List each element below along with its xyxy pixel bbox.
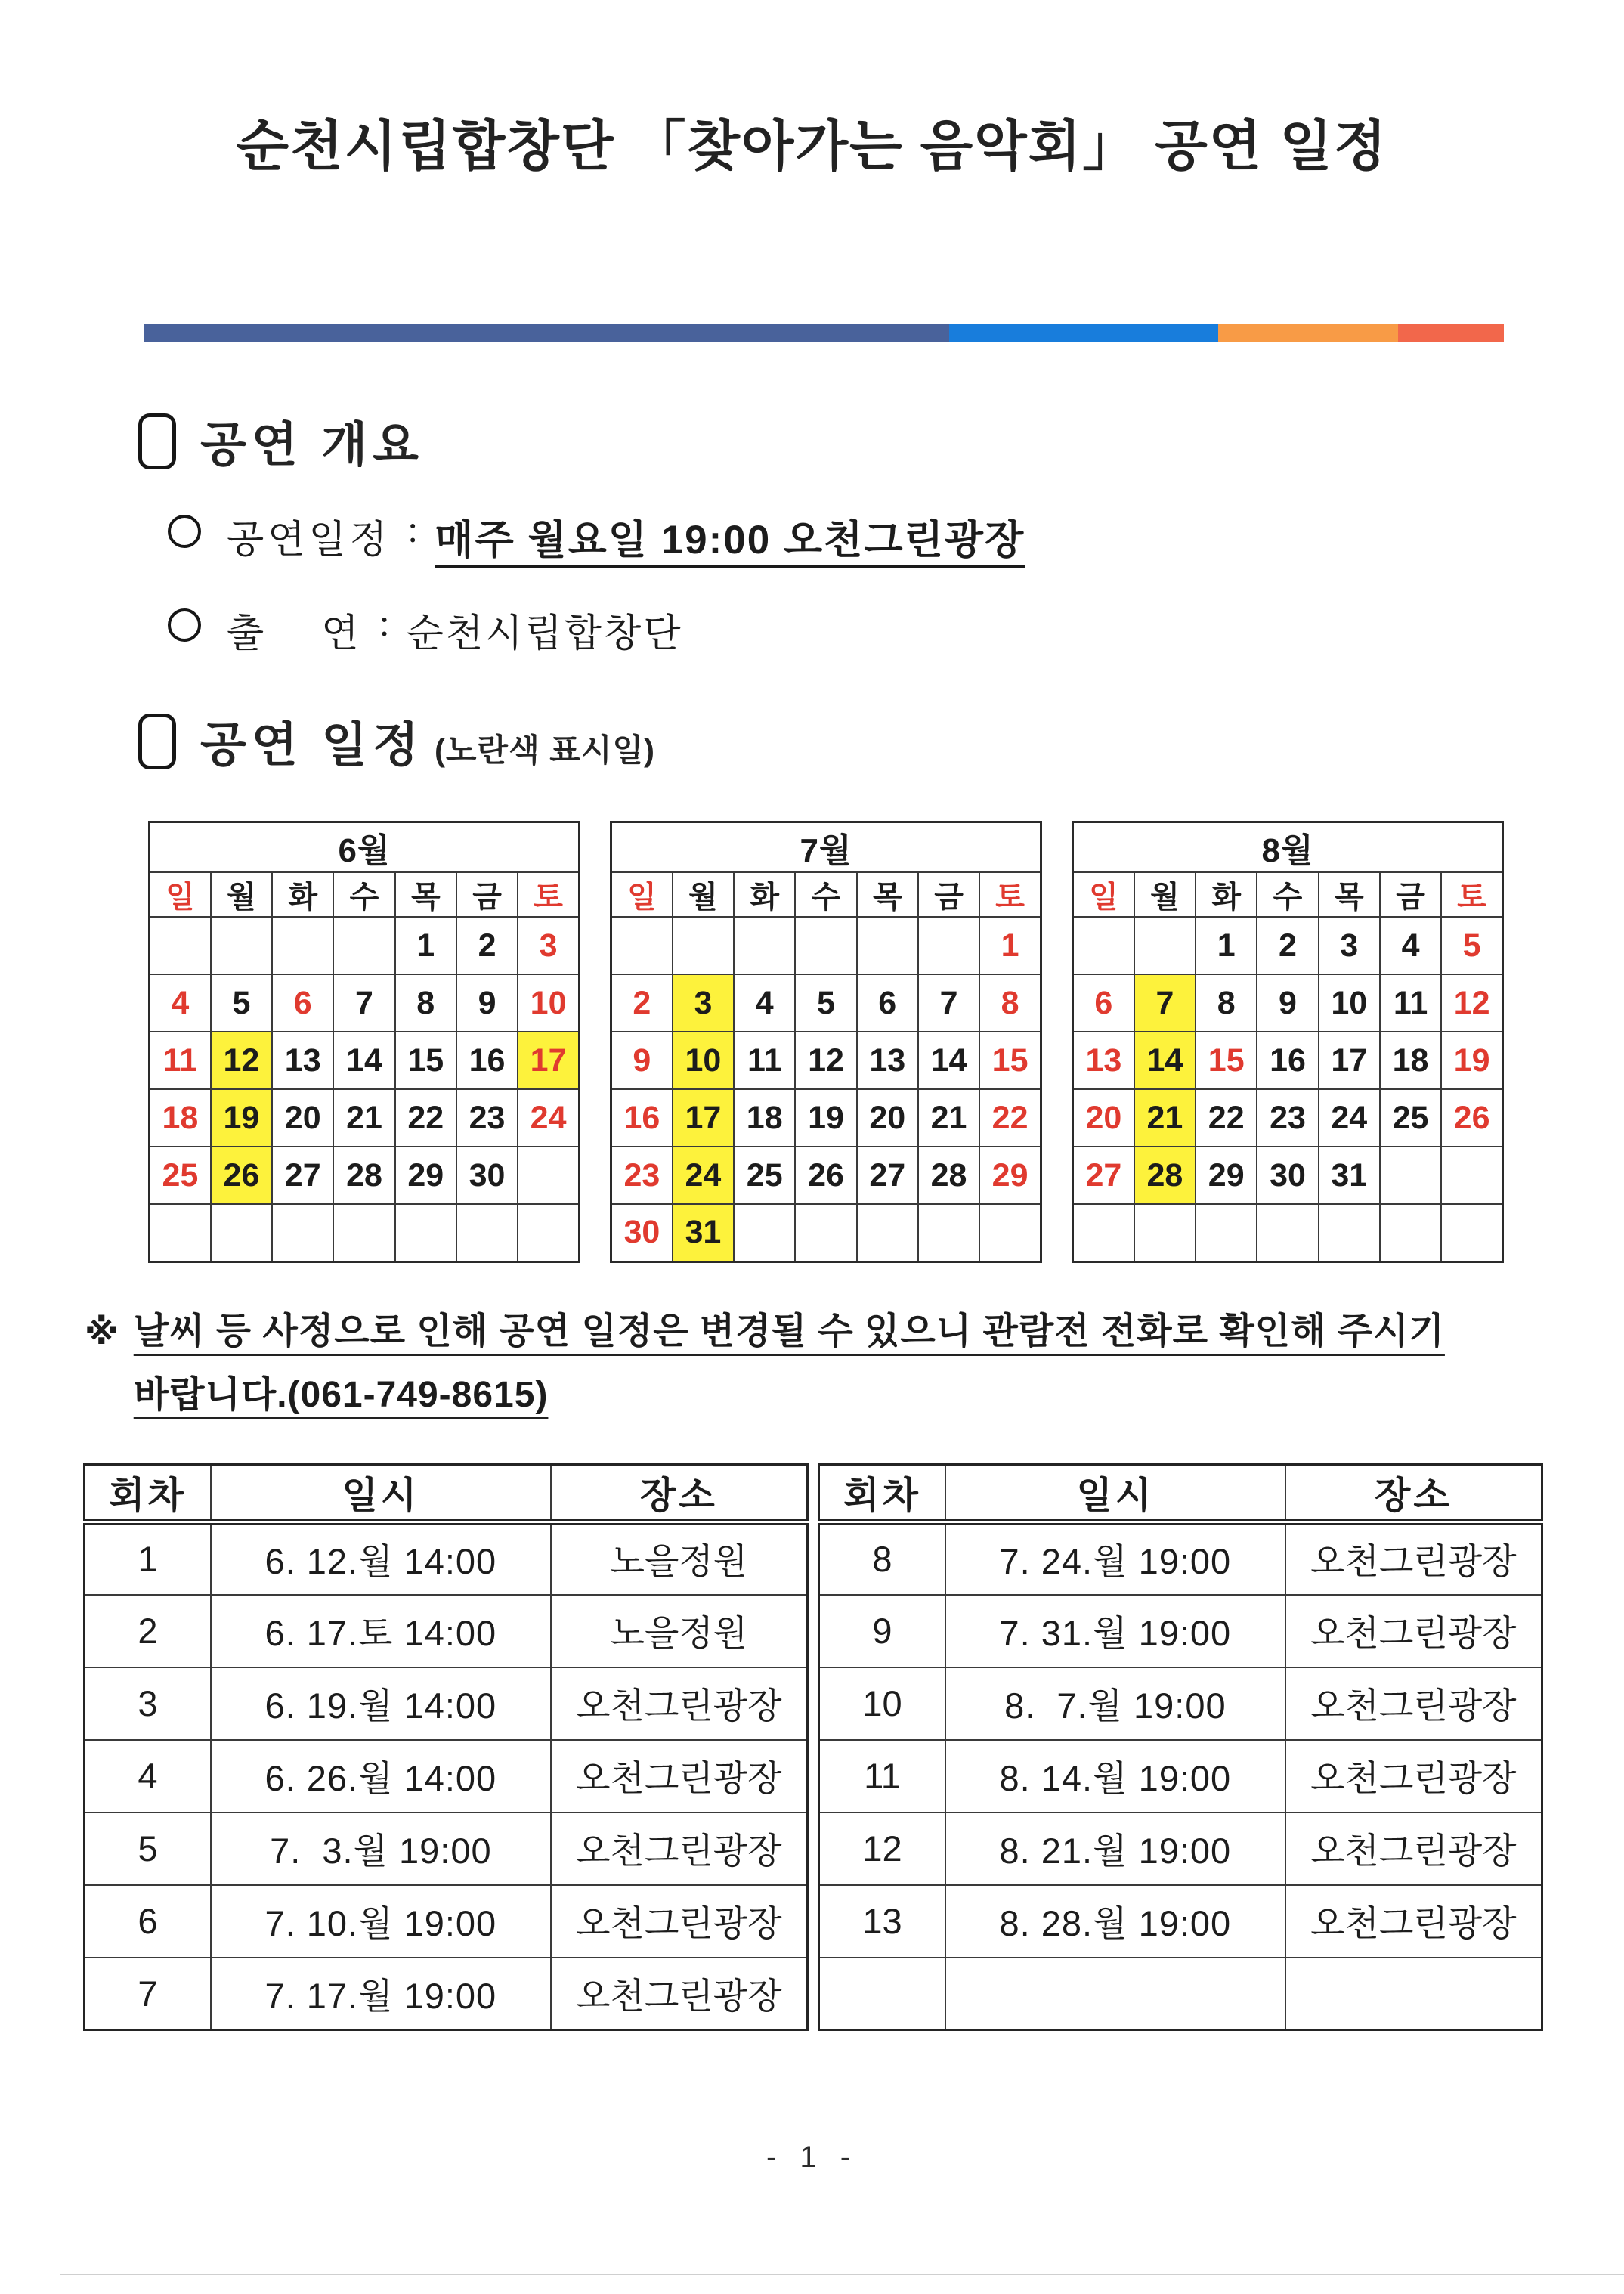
calendar-day-cell [611, 917, 673, 974]
calendar-day-cell: 23 [456, 1089, 518, 1147]
calendar-week-row [611, 1204, 1041, 1262]
calendar-day-cell: 8 [1196, 974, 1257, 1032]
calendar-day-cell: 1 [1196, 917, 1257, 974]
calendar-day-cell: 10 [518, 974, 579, 1032]
col-no: 4 [85, 1740, 211, 1813]
calendar-day-cell: 2 [611, 974, 673, 1032]
calendar-week-row [611, 974, 1041, 1032]
calendar-day-cell [395, 1204, 456, 1262]
calendar-day-cell: 7 [333, 974, 394, 1032]
calendar-day-header: 월 [211, 872, 272, 917]
overview-item-separator: : [379, 602, 390, 645]
calendar-day-cell [1196, 1204, 1257, 1262]
calendar-day-cell: 23 [1257, 1089, 1318, 1147]
calendar-day-cell: 1 [979, 917, 1041, 974]
calendar-performance-day-cell: 12 [211, 1032, 272, 1089]
col-place: 오천그린광장 [551, 1885, 808, 1958]
calendar-performance-day-cell: 24 [673, 1147, 734, 1204]
scan-artifact-line [60, 2274, 1624, 2275]
calendar-day-header: 수 [1257, 872, 1318, 917]
col-no: 1 [85, 1522, 211, 1595]
calendar-day-cell: 3 [518, 917, 579, 974]
col-place: 오천그린광장 [551, 1958, 808, 2030]
calendar-day-cell [734, 1204, 795, 1262]
calendar-day-cell: 15 [979, 1032, 1041, 1089]
table-row [85, 1813, 808, 1885]
schedule-heading-note: (노란색 표시일) [434, 732, 656, 768]
calendar-day-header: 목 [857, 872, 918, 917]
calendar-june [148, 821, 580, 1263]
calendar-day-cell: 1 [395, 917, 456, 974]
calendar-day-cell [857, 1204, 918, 1262]
calendar-day-cell: 4 [150, 974, 211, 1032]
circle-bullet-icon [168, 515, 201, 548]
calendar-day-cell: 13 [1073, 1032, 1134, 1089]
table-row [85, 1667, 808, 1740]
calendar-week-row [1073, 1204, 1503, 1262]
col-no: 8 [819, 1522, 945, 1595]
table-row [819, 1595, 1542, 1667]
overview-section-heading [138, 407, 424, 475]
calendar-day-cell [734, 917, 795, 974]
calendar-day-cell [211, 1204, 272, 1262]
calendar-day-cell [1441, 1147, 1502, 1204]
calendar-day-cell [1380, 1147, 1441, 1204]
col-date: 6. 19.월 14:00 [211, 1667, 551, 1740]
calendar-performance-day-cell: 19 [211, 1089, 272, 1147]
page-title: 순천시립합창단 「찾아가는 음악회」 공연 일정 [236, 116, 1388, 177]
calendar-day-cell: 22 [395, 1089, 456, 1147]
divider-segment-blue [949, 324, 1218, 342]
calendar-day-header: 화 [272, 872, 333, 917]
calendar-day-cell: 15 [1196, 1032, 1257, 1089]
notice-text [134, 1300, 1445, 1427]
calendar-week-row [611, 1089, 1041, 1147]
schedule-table-left [83, 1463, 809, 2031]
calendar-performance-day-cell: 17 [673, 1089, 734, 1147]
calendar-day-cell [150, 1204, 211, 1262]
calendar-day-cell: 11 [734, 1032, 795, 1089]
calendar-day-cell: 5 [1441, 917, 1502, 974]
calendar-week-row [150, 974, 580, 1032]
calendar-day-cell [857, 917, 918, 974]
overview-item-separator: : [407, 509, 419, 551]
col-date: 7. 31.월 19:00 [945, 1595, 1285, 1667]
col-no: 12 [819, 1813, 945, 1885]
calendar-day-cell: 18 [734, 1089, 795, 1147]
col-date: 8. 14.월 19:00 [945, 1740, 1285, 1813]
calendar-day-cell: 6 [1073, 974, 1134, 1032]
col-no: 11 [819, 1740, 945, 1813]
calendar-day-cell: 24 [1319, 1089, 1380, 1147]
calendar-day-cell [333, 917, 394, 974]
table-row [85, 1595, 808, 1667]
calendar-week-row [611, 1147, 1041, 1204]
calendar-performance-day-cell: 21 [1134, 1089, 1196, 1147]
reference-mark-icon: ※ [85, 1312, 119, 1351]
calendar-performance-day-cell: 14 [1134, 1032, 1196, 1089]
calendar-day-cell [150, 917, 211, 974]
calendar-day-cell: 15 [395, 1032, 456, 1089]
schedule-tables [83, 1463, 1543, 2031]
calendar-day-cell: 12 [1441, 974, 1502, 1032]
checkbox-icon [138, 714, 176, 769]
calendar-day-cell: 18 [1380, 1032, 1441, 1089]
calendar-day-cell: 11 [150, 1032, 211, 1089]
calendar-day-cell: 24 [518, 1089, 579, 1147]
calendar-day-cell: 12 [795, 1032, 856, 1089]
column-header-datetime: 일시 [945, 1465, 1285, 1522]
calendar-day-cell [1319, 1204, 1380, 1262]
circle-bullet-icon [168, 608, 201, 642]
calendar-day-cell: 20 [1073, 1089, 1134, 1147]
col-no [819, 1958, 945, 2030]
column-header-place: 장소 [1285, 1465, 1542, 1522]
col-place: 오천그린광장 [551, 1813, 808, 1885]
checkbox-icon [138, 413, 176, 469]
calendar-day-cell [1257, 1204, 1318, 1262]
calendar-day-cell: 13 [857, 1032, 918, 1089]
calendar-day-cell: 23 [611, 1147, 673, 1204]
calendar-day-header: 금 [1380, 872, 1441, 917]
col-date: 7. 24.월 19:00 [945, 1522, 1285, 1595]
table-row [819, 1667, 1542, 1740]
calendar-day-cell: 9 [456, 974, 518, 1032]
col-place: 오천그린광장 [1285, 1595, 1542, 1667]
table-row [819, 1522, 1542, 1595]
calendar-day-cell: 28 [918, 1147, 979, 1204]
calendar-day-cell: 20 [272, 1089, 333, 1147]
calendar-day-cell: 21 [333, 1089, 394, 1147]
schedule-change-notice [85, 1300, 1581, 1427]
calendar-performance-day-cell: 31 [673, 1204, 734, 1262]
calendar-august [1072, 821, 1504, 1263]
overview-item-schedule [168, 508, 1025, 565]
col-place: 오천그린광장 [1285, 1667, 1542, 1740]
col-place: 오천그린광장 [1285, 1522, 1542, 1595]
calendar-performance-day-cell: 10 [673, 1032, 734, 1089]
calendar-day-cell [1134, 917, 1196, 974]
calendar-day-cell: 26 [795, 1147, 856, 1204]
calendar-day-cell: 10 [1319, 974, 1380, 1032]
calendar-day-cell: 7 [918, 974, 979, 1032]
overview-item-performer [168, 602, 683, 658]
calendar-performance-day-cell: 17 [518, 1032, 579, 1089]
calendar-day-cell: 25 [150, 1147, 211, 1204]
calendar-week-row [150, 1032, 580, 1089]
calendar-month-title: 6월 [150, 822, 580, 873]
calendar-week-row [150, 917, 580, 974]
calendar-day-cell: 14 [918, 1032, 979, 1089]
col-place [1285, 1958, 1542, 2030]
table-row [85, 1522, 808, 1595]
calendar-day-header: 월 [673, 872, 734, 917]
calendar-day-cell [211, 917, 272, 974]
col-date: 7. 10.월 19:00 [211, 1885, 551, 1958]
calendar-day-header: 일 [150, 872, 211, 917]
col-no: 13 [819, 1885, 945, 1958]
col-no: 2 [85, 1595, 211, 1667]
calendar-day-header-row [1073, 872, 1503, 917]
calendar-day-cell [1441, 1204, 1502, 1262]
calendar-day-cell: 2 [1257, 917, 1318, 974]
calendar-day-header: 토 [1441, 872, 1502, 917]
calendar-week-row [150, 1204, 580, 1262]
calendar-day-cell [456, 1204, 518, 1262]
calendar-day-cell: 8 [979, 974, 1041, 1032]
calendar-day-cell: 18 [150, 1089, 211, 1147]
col-date: 6. 26.월 14:00 [211, 1740, 551, 1813]
calendar-day-header: 일 [611, 872, 673, 917]
page-number: - 1 - [766, 2141, 858, 2174]
calendar-day-cell: 9 [611, 1032, 673, 1089]
calendar-day-cell [1073, 1204, 1134, 1262]
col-place: 노을정원 [551, 1522, 808, 1595]
schedule-heading-label: 공연 일정 [200, 719, 424, 772]
calendar-day-cell: 2 [456, 917, 518, 974]
calendar-day-cell: 22 [1196, 1089, 1257, 1147]
calendar-day-cell: 29 [395, 1147, 456, 1204]
calendar-day-cell: 8 [395, 974, 456, 1032]
calendar-day-cell [795, 1204, 856, 1262]
col-no: 6 [85, 1885, 211, 1958]
col-place: 오천그린광장 [551, 1740, 808, 1813]
overview-item-label: 공연일정 [227, 519, 391, 562]
overview-item-label: 출 연 [227, 613, 363, 655]
divider-segment-orange [1218, 324, 1398, 342]
calendar-day-header: 화 [734, 872, 795, 917]
col-place: 오천그린광장 [1285, 1885, 1542, 1958]
overview-heading-label: 공연 개요 [200, 419, 424, 472]
calendar-day-cell [333, 1204, 394, 1262]
col-no: 9 [819, 1595, 945, 1667]
calendar-day-cell: 30 [1257, 1147, 1318, 1204]
calendar-day-cell [673, 917, 734, 974]
calendar-performance-day-cell: 28 [1134, 1147, 1196, 1204]
calendar-week-row [1073, 1032, 1503, 1089]
calendar-day-header: 금 [918, 872, 979, 917]
col-place: 노을정원 [551, 1595, 808, 1667]
calendar-day-cell: 27 [1073, 1147, 1134, 1204]
calendar-day-cell: 26 [1441, 1089, 1502, 1147]
calendar-july [610, 821, 1042, 1263]
calendar-day-cell [918, 917, 979, 974]
table-row [819, 1813, 1542, 1885]
calendar-day-cell: 22 [979, 1089, 1041, 1147]
calendar-day-cell: 9 [1257, 974, 1318, 1032]
schedule-table-right [818, 1463, 1543, 2031]
col-date: 8. 21.월 19:00 [945, 1813, 1285, 1885]
calendar-day-cell: 16 [611, 1089, 673, 1147]
col-no: 7 [85, 1958, 211, 2030]
calendar-day-cell: 17 [1319, 1032, 1380, 1089]
calendar-day-cell: 30 [456, 1147, 518, 1204]
col-date: 7. 17.월 19:00 [211, 1958, 551, 2030]
notice-line-1: 날씨 등 사정으로 인해 공연 일정은 변경될 수 있으니 관람전 전화로 확인해 주시기 [133, 1311, 1445, 1351]
calendar-day-cell: 16 [456, 1032, 518, 1089]
calendar-week-row [1073, 1147, 1503, 1204]
calendar-day-header: 일 [1073, 872, 1134, 917]
calendar-week-row [150, 1147, 580, 1204]
column-header-round: 회차 [819, 1465, 945, 1522]
col-no: 5 [85, 1813, 211, 1885]
calendar-day-cell: 13 [272, 1032, 333, 1089]
calendar-day-cell: 28 [333, 1147, 394, 1204]
column-header-round: 회차 [85, 1465, 211, 1522]
calendar-day-cell: 16 [1257, 1032, 1318, 1089]
calendar-day-header: 월 [1134, 872, 1196, 917]
col-no: 10 [819, 1667, 945, 1740]
calendar-day-cell [979, 1204, 1041, 1262]
calendar-day-cell [1073, 917, 1134, 974]
calendar-day-header: 토 [979, 872, 1041, 917]
calendar-day-cell: 3 [1319, 917, 1380, 974]
calendar-day-header: 화 [1196, 872, 1257, 917]
calendar-day-cell [272, 1204, 333, 1262]
calendar-week-row [1073, 974, 1503, 1032]
table-row [85, 1885, 808, 1958]
calendar-day-cell: 21 [918, 1089, 979, 1147]
calendar-week-row [611, 917, 1041, 974]
calendar-performance-day-cell: 26 [211, 1147, 272, 1204]
calendar-week-row [1073, 1089, 1503, 1147]
col-date [945, 1958, 1285, 2030]
calendar-day-cell: 6 [857, 974, 918, 1032]
calendar-day-cell [518, 1147, 579, 1204]
col-date: 6. 17.토 14:00 [211, 1595, 551, 1667]
col-place: 오천그린광장 [551, 1667, 808, 1740]
calendar-day-cell: 6 [272, 974, 333, 1032]
calendar-day-header: 목 [1319, 872, 1380, 917]
calendar-month-title: 7월 [611, 822, 1041, 873]
calendar-day-header: 토 [518, 872, 579, 917]
table-row [85, 1958, 808, 2030]
calendar-month-title: 8월 [1073, 822, 1503, 873]
calendar-day-cell: 11 [1380, 974, 1441, 1032]
calendar-week-row [611, 1032, 1041, 1089]
col-date: 8. 7.월 19:00 [945, 1667, 1285, 1740]
table-header-row [819, 1465, 1542, 1522]
calendar-day-header-row [611, 872, 1041, 917]
title-divider [144, 324, 1504, 342]
column-header-datetime: 일시 [211, 1465, 551, 1522]
divider-segment-coral [1398, 324, 1504, 342]
schedule-section-heading [138, 707, 655, 776]
calendar-day-header-row [150, 872, 580, 917]
col-place: 오천그린광장 [1285, 1740, 1542, 1813]
calendar-day-cell: 29 [1196, 1147, 1257, 1204]
table-row [819, 1740, 1542, 1813]
overview-item-value: 순천시립합창단 [406, 613, 683, 655]
calendar-day-header: 금 [456, 872, 518, 917]
col-no: 3 [85, 1667, 211, 1740]
calendar-day-cell: 5 [795, 974, 856, 1032]
calendar-day-header: 수 [795, 872, 856, 917]
table-header-row [85, 1465, 808, 1522]
calendar-day-cell [1380, 1204, 1441, 1262]
calendar-week-row [1073, 917, 1503, 974]
calendar-day-cell [1134, 1204, 1196, 1262]
calendar-day-cell [518, 1204, 579, 1262]
notice-line-2: 바랍니다.(061-749-8615) [133, 1375, 549, 1415]
calendar-day-header: 목 [395, 872, 456, 917]
col-date: 7. 3.월 19:00 [211, 1813, 551, 1885]
calendar-day-cell: 4 [734, 974, 795, 1032]
calendar-day-cell: 4 [1380, 917, 1441, 974]
calendar-performance-day-cell: 7 [1134, 974, 1196, 1032]
calendar-day-cell: 29 [979, 1147, 1041, 1204]
calendar-week-row [150, 1089, 580, 1147]
table-row [819, 1885, 1542, 1958]
col-place: 오천그린광장 [1285, 1813, 1542, 1885]
calendar-day-cell: 20 [857, 1089, 918, 1147]
col-date: 8. 28.월 19:00 [945, 1885, 1285, 1958]
calendar-day-cell [795, 917, 856, 974]
calendar-day-cell: 27 [272, 1147, 333, 1204]
calendar-day-cell: 19 [1441, 1032, 1502, 1089]
calendar-day-cell: 19 [795, 1089, 856, 1147]
column-header-place: 장소 [551, 1465, 808, 1522]
calendar-day-cell: 30 [611, 1204, 673, 1262]
calendar-day-cell: 25 [734, 1147, 795, 1204]
calendar-day-cell: 5 [211, 974, 272, 1032]
calendar-day-cell: 31 [1319, 1147, 1380, 1204]
calendar-group [148, 821, 1504, 1263]
overview-item-value: 매주 월요일 19:00 오천그린광장 [435, 518, 1025, 562]
calendar-day-cell [918, 1204, 979, 1262]
calendar-day-cell [272, 917, 333, 974]
table-row [85, 1740, 808, 1813]
calendar-day-header: 수 [333, 872, 394, 917]
calendar-day-cell: 25 [1380, 1089, 1441, 1147]
calendar-performance-day-cell: 3 [673, 974, 734, 1032]
calendar-day-cell: 14 [333, 1032, 394, 1089]
table-row [819, 1958, 1542, 2030]
col-date: 6. 12.월 14:00 [211, 1522, 551, 1595]
divider-segment-slate [144, 324, 949, 342]
calendar-day-cell: 27 [857, 1147, 918, 1204]
